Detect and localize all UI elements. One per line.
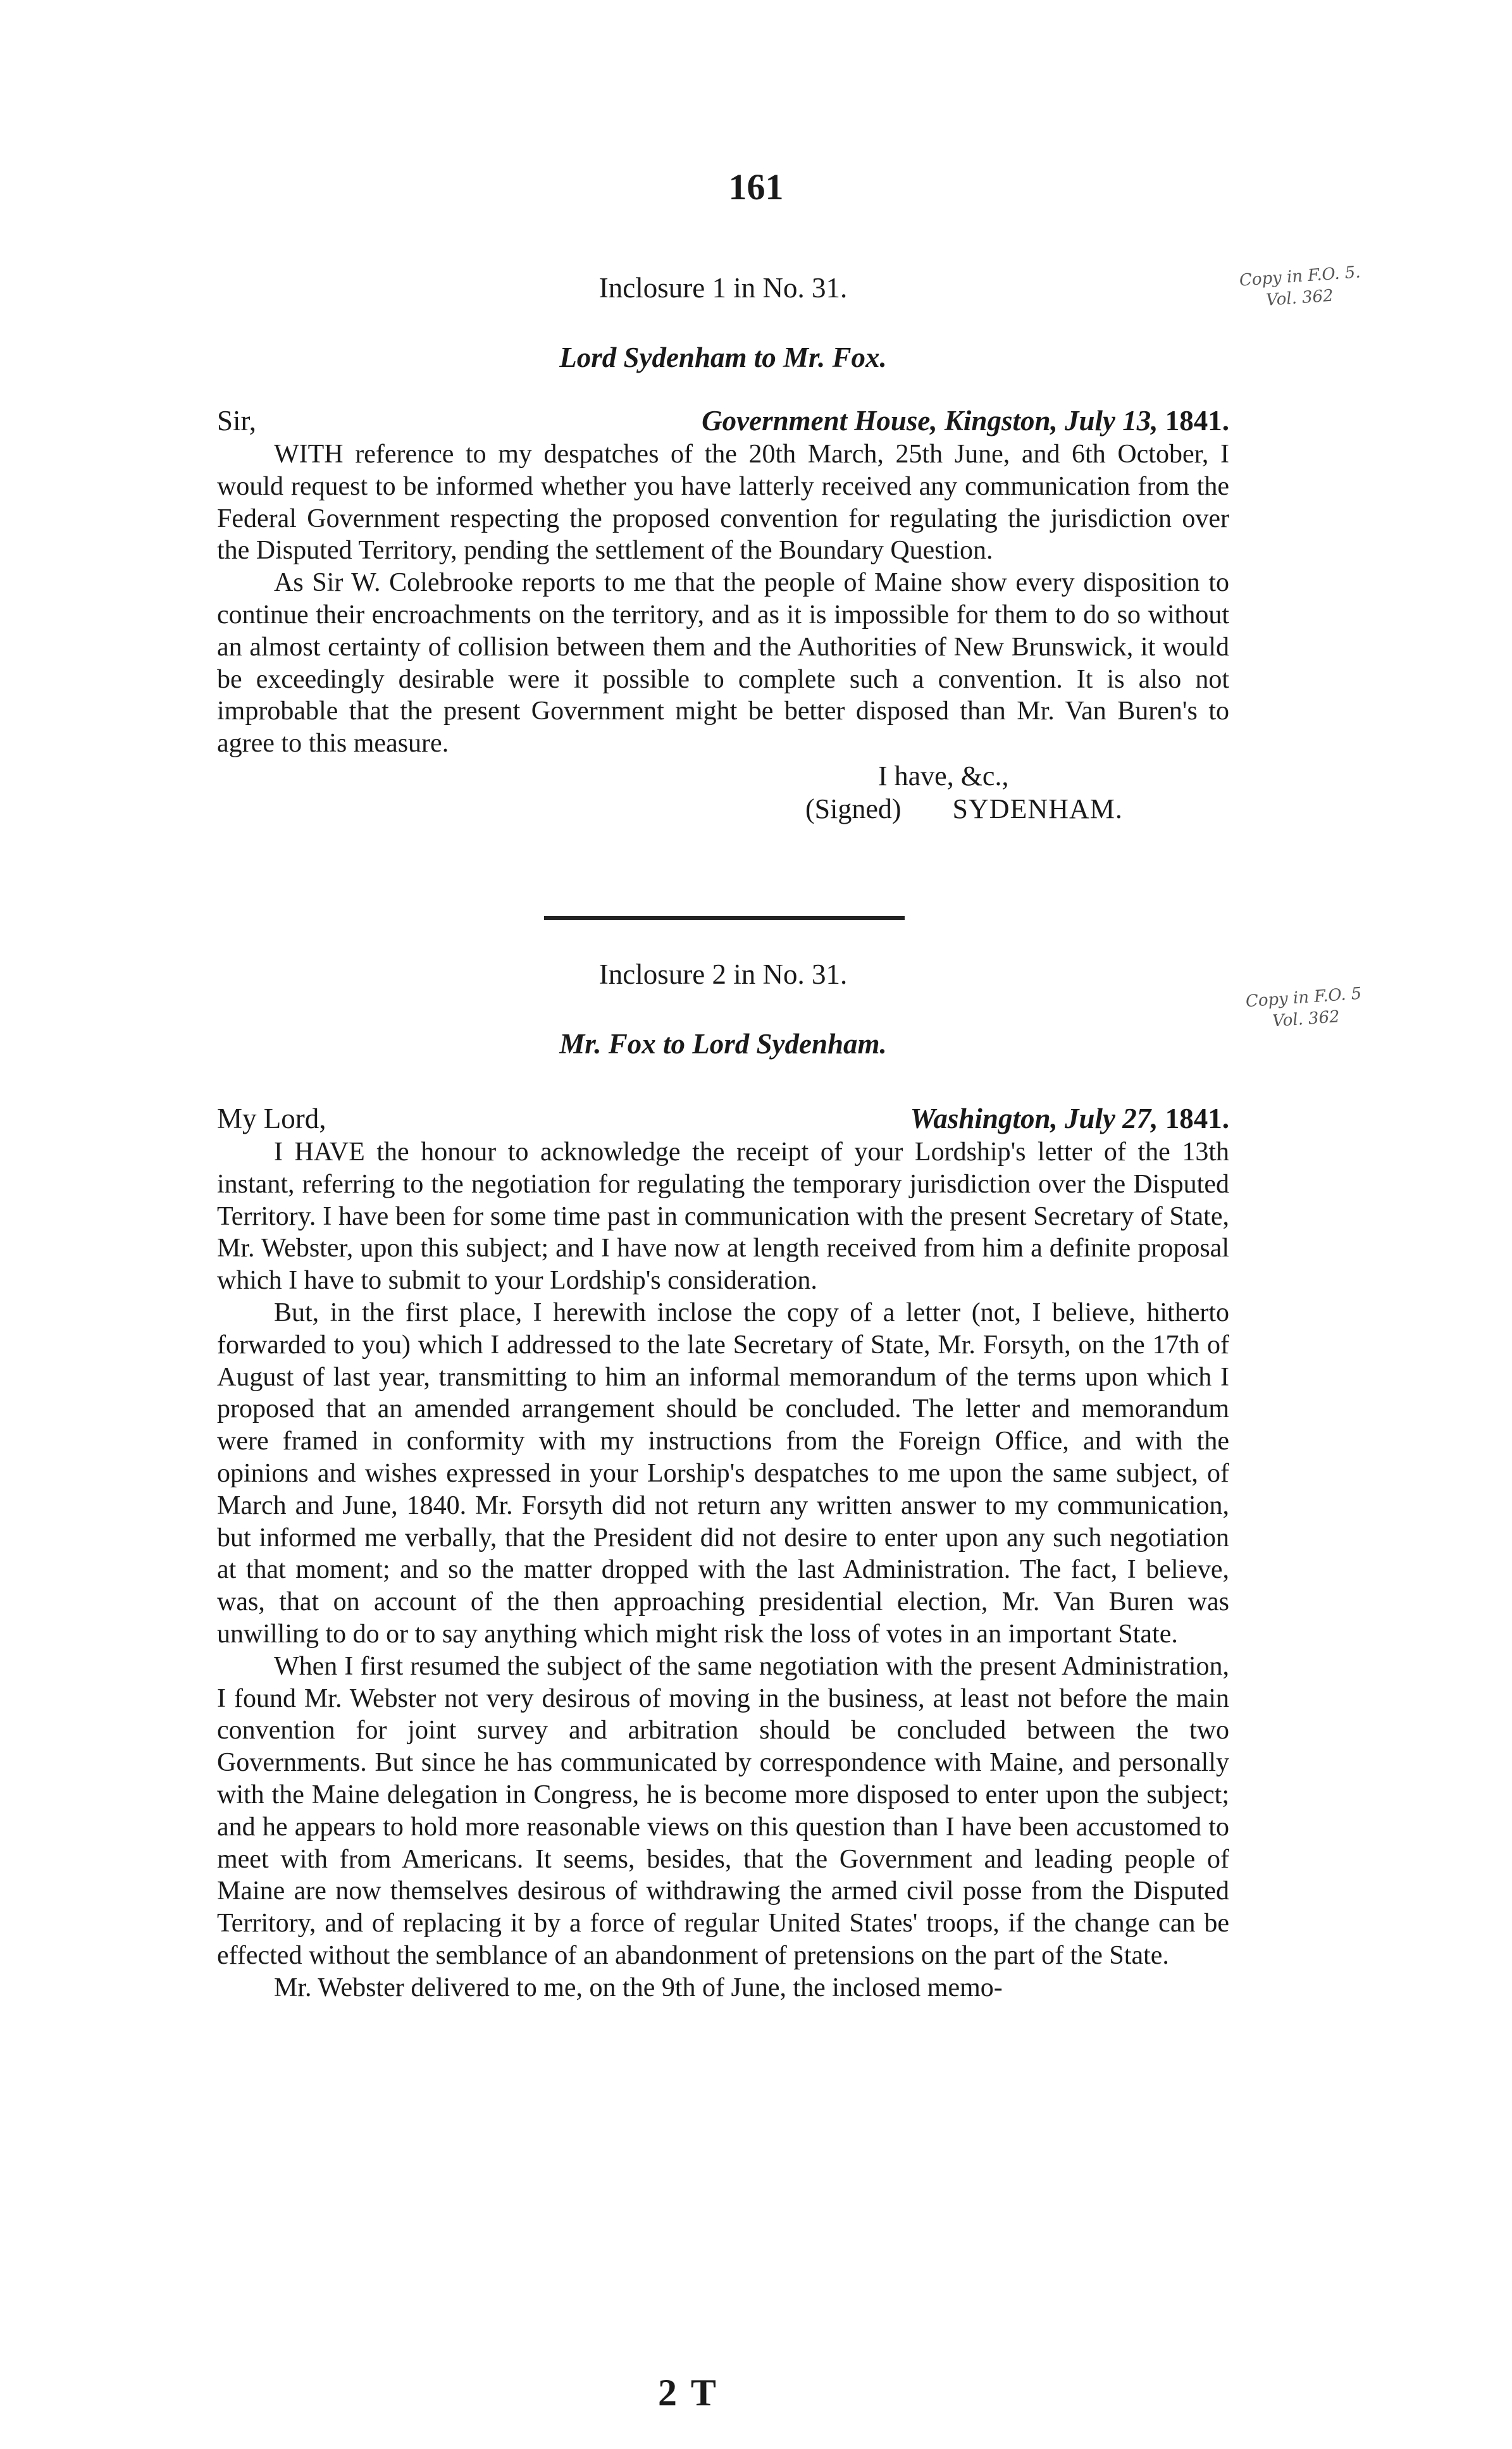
enclosure-1-closing-line: I have, &c., — [878, 760, 1009, 791]
margin-note-1-line-2: Vol. 362 — [1265, 286, 1334, 310]
enclosure-2 — [217, 955, 1229, 2004]
enclosure-2-year: 1841. — [1165, 1103, 1229, 1134]
enclosure-2-salutation-line — [217, 1101, 1229, 1136]
enclosure-1-place: Government House, Kingston, July 13, — [702, 405, 1158, 437]
enclosure-1-salutation-line — [217, 403, 1229, 438]
enclosure-1-paragraph-2: As Sir W. Colebrooke reports to me that the people of Maine show every disposition to continue their encroachments on the territory, and as it is impossible for them to do so without an almost certainty of collision between them and the Authorities of New Brunswick, it would be exceedingly desirable were it possible to complete such a convention. It is also not improbable that the present Government might be better disposed than Mr. Van Buren's to agree to this measure. — [217, 568, 1229, 759]
enclosure-2-paragraph-2: But, in the first place, I herewith inclose the copy of a letter (not, I believe, hitherto forwarded to you) which I addressed to the late Secretary of State, Mr. Forsyth, on the 17th of August of last year, transmitting to him an informal memorandum of the terms upon which I proposed that an amended arrangement should be concluded. The letter and memorandum were framed in conformity with my instructions from the Foreign Office, and with the opinions and wishes expressed in your Lorship's despatches to me upon the same subject, of March and June, 1840. Mr. Forsyth did not return any written answer to my communication, but informed me verbally, that the President did not desire to enter upon any such negotiation at that moment; and so the matter dropped with the last Administration. The fact, I believe, was, that on account of the then approaching presidential election, Mr. Van Buren was unwilling to do or to say anything which might risk the loss of votes in an important State. — [217, 1298, 1229, 1649]
enclosure-2-paragraph-1: I HAVE the honour to acknowledge the receipt of your Lordship's letter of the 13th instant, referring to the negotiation for regulating the temporary jurisdiction over the Disputed Territory. I have been for some time past in communication with the present Secretary of State, Mr. Webster, upon this subject; and I have now at length received from him a definite proposal which I have to submit to your Lordship's consideration. — [217, 1138, 1229, 1296]
enclosure-1-signer: SYDENHAM. — [952, 793, 1123, 824]
margin-note-2 — [1245, 983, 1364, 1034]
enclosure-1-signature-row — [217, 793, 1229, 826]
enclosure-1-salutation: Sir, — [217, 405, 256, 437]
margin-note-2-line-2: Vol. 362 — [1272, 1007, 1341, 1031]
page-number: 161 — [728, 166, 784, 208]
enclosure-2-dateline — [910, 1101, 1229, 1136]
enclosure-2-subheading: Mr. Fox to Lord Sydenham. — [559, 1028, 887, 1060]
enclosure-1-closing — [217, 760, 1229, 826]
enclosure-2-paragraph-3: When I first resumed the subject of the same negotiation with the present Administration, I found Mr. Webster not very desirous of moving in the business, at least not before the main convention for joint survey and arbitration should be concluded between the two Governments. But since he has communicated by correspondence with Maine, and personally with the Maine delegation in Congress, he is become more disposed to enter upon the subject; and he appears to hold more reasonable views on this question than I have been accustomed to meet with from Americans. It seems, besides, that the Government and leading people of Maine are now themselves desirous of withdrawing the armed civil posse from the Disputed Territory, and of replacing it by a force of regular United States' troops, if the change can be effected without the semblance of an abandonment of pretensions on the part of the State. — [217, 1651, 1229, 1970]
enclosure-2-paragraph-4: Mr. Webster delivered to me, on the 9th of June, the inclosed memo- — [274, 1973, 1003, 2002]
enclosure-1-subheading: Lord Sydenham to Mr. Fox. — [559, 342, 887, 373]
enclosure-2-place: Washington, July 27, — [910, 1103, 1158, 1134]
enclosure-2-heading: Inclosure 2 in No. 31. — [598, 958, 848, 990]
enclosure-2-salutation: My Lord, — [217, 1103, 326, 1134]
enclosure-1-heading: Inclosure 1 in No. 31. — [598, 272, 848, 304]
enclosure-1-signed-label: (Signed) — [805, 793, 902, 824]
margin-note-1-line-1: Copy in F.O. 5. — [1239, 263, 1361, 290]
printer-signature-mark: 2 T — [658, 2372, 719, 2414]
enclosure-1-dateline — [702, 403, 1229, 438]
section-divider — [544, 916, 905, 920]
enclosure-1-paragraph-1: WITH reference to my despatches of the 20th March, 25th June, and 6th October, I would request to be informed whether you have latterly received any communication from the Federal Government respecting the proposed convention for regulating the jurisdiction over the Disputed Territory, pending the settlement of the Boundary Question. — [217, 440, 1229, 566]
margin-note-2-line-1: Copy in F.O. 5 — [1244, 984, 1363, 1012]
enclosure-1-year: 1841. — [1165, 405, 1229, 437]
enclosure-1 — [217, 269, 1229, 826]
margin-note-1 — [1239, 261, 1363, 313]
